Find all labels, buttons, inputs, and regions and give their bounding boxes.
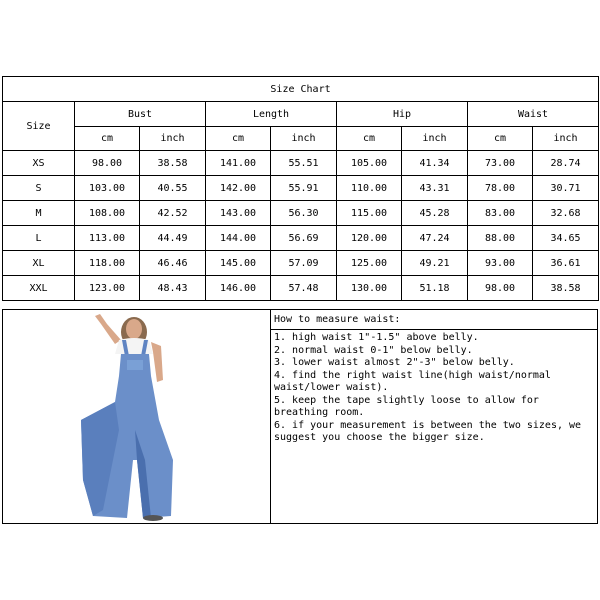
group-header-length: Length — [206, 102, 337, 127]
size-row — [3, 151, 599, 176]
measure-guide-item: 3. lower waist almost 2"-3" below belly. — [274, 357, 515, 368]
size-chart-table — [2, 76, 599, 301]
size-value-cell: 142.00 — [206, 176, 271, 201]
size-value-cell: 115.00 — [337, 201, 402, 226]
size-value-cell: 130.00 — [337, 276, 402, 301]
size-row — [3, 226, 599, 251]
product-photo — [3, 310, 271, 523]
size-column-header: Size — [3, 102, 75, 151]
size-value-cell: 34.65 — [533, 226, 599, 251]
size-value-cell: 98.00 — [468, 276, 533, 301]
measure-guide-item: 1. high waist 1"-1.5" above belly. — [274, 332, 479, 343]
measure-guide-title: How to measure waist: — [271, 310, 597, 330]
size-value-cell: 88.00 — [468, 226, 533, 251]
group-header-hip: Hip — [337, 102, 468, 127]
size-value-cell: 145.00 — [206, 251, 271, 276]
measure-section — [2, 309, 598, 524]
group-header-waist: Waist — [468, 102, 599, 127]
unit-header: cm — [206, 127, 271, 151]
size-label: S — [3, 176, 75, 201]
measure-guide — [271, 310, 597, 523]
size-value-cell: 98.00 — [75, 151, 140, 176]
size-value-cell: 141.00 — [206, 151, 271, 176]
model-arm — [151, 342, 163, 382]
size-value-cell: 38.58 — [140, 151, 206, 176]
size-value-cell: 49.21 — [402, 251, 468, 276]
size-value-cell: 55.91 — [271, 176, 337, 201]
size-label: XS — [3, 151, 75, 176]
size-rows — [3, 151, 599, 301]
size-value-cell: 51.18 — [402, 276, 468, 301]
model-face — [126, 319, 142, 339]
size-row — [3, 201, 599, 226]
size-value-cell: 43.31 — [402, 176, 468, 201]
size-value-cell: 42.52 — [140, 201, 206, 226]
size-value-cell: 57.09 — [271, 251, 337, 276]
unit-header: inch — [140, 127, 206, 151]
size-value-cell: 41.34 — [402, 151, 468, 176]
size-value-cell: 30.71 — [533, 176, 599, 201]
size-row — [3, 176, 599, 201]
measure-guide-list — [274, 332, 592, 445]
size-value-cell: 123.00 — [75, 276, 140, 301]
size-value-cell: 32.68 — [533, 201, 599, 226]
size-value-cell: 56.30 — [271, 201, 337, 226]
unit-header: inch — [402, 127, 468, 151]
size-value-cell: 143.00 — [206, 201, 271, 226]
size-value-cell: 38.58 — [533, 276, 599, 301]
size-value-cell: 55.51 — [271, 151, 337, 176]
overalls-model-image — [3, 310, 271, 523]
size-label: XL — [3, 251, 75, 276]
size-value-cell: 78.00 — [468, 176, 533, 201]
size-value-cell: 56.69 — [271, 226, 337, 251]
measure-guide-item: 2. normal waist 0-1" below belly. — [274, 344, 473, 356]
size-value-cell: 73.00 — [468, 151, 533, 176]
size-value-cell: 48.43 — [140, 276, 206, 301]
size-value-cell: 57.48 — [271, 276, 337, 301]
measure-guide-item: 5. keep the tape slightly loose to allow for breathing room. — [274, 394, 539, 418]
size-label: L — [3, 226, 75, 251]
size-row — [3, 276, 599, 301]
size-value-cell: 108.00 — [75, 201, 140, 226]
bib-pocket — [127, 360, 143, 370]
unit-header: inch — [271, 127, 337, 151]
size-value-cell: 144.00 — [206, 226, 271, 251]
group-header-bust: Bust — [75, 102, 206, 127]
measure-guide-item: 6. if your measurement is between the two sizes, we suggest you choose the bigger size. — [274, 419, 582, 443]
size-value-cell: 83.00 — [468, 201, 533, 226]
unit-header: inch — [533, 127, 599, 151]
size-value-cell: 103.00 — [75, 176, 140, 201]
size-value-cell: 40.55 — [140, 176, 206, 201]
size-value-cell: 28.74 — [533, 151, 599, 176]
size-label: M — [3, 201, 75, 226]
model-raised-arm — [95, 314, 121, 344]
size-value-cell: 118.00 — [75, 251, 140, 276]
size-value-cell: 146.00 — [206, 276, 271, 301]
unit-header: cm — [468, 127, 533, 151]
size-value-cell: 105.00 — [337, 151, 402, 176]
size-value-cell: 45.28 — [402, 201, 468, 226]
size-label: XXL — [3, 276, 75, 301]
size-value-cell: 46.46 — [140, 251, 206, 276]
size-value-cell: 93.00 — [468, 251, 533, 276]
size-value-cell: 113.00 — [75, 226, 140, 251]
measure-guide-item: 4. find the right waist line(high waist/normal waist/lower waist). — [274, 369, 551, 393]
size-value-cell: 44.49 — [140, 226, 206, 251]
unit-header: cm — [75, 127, 140, 151]
size-row — [3, 251, 599, 276]
size-value-cell: 36.61 — [533, 251, 599, 276]
size-value-cell: 120.00 — [337, 226, 402, 251]
size-value-cell: 125.00 — [337, 251, 402, 276]
unit-header: cm — [337, 127, 402, 151]
size-value-cell: 110.00 — [337, 176, 402, 201]
model-shoe — [143, 515, 163, 521]
size-value-cell: 47.24 — [402, 226, 468, 251]
size-chart-title: Size Chart — [3, 77, 599, 102]
